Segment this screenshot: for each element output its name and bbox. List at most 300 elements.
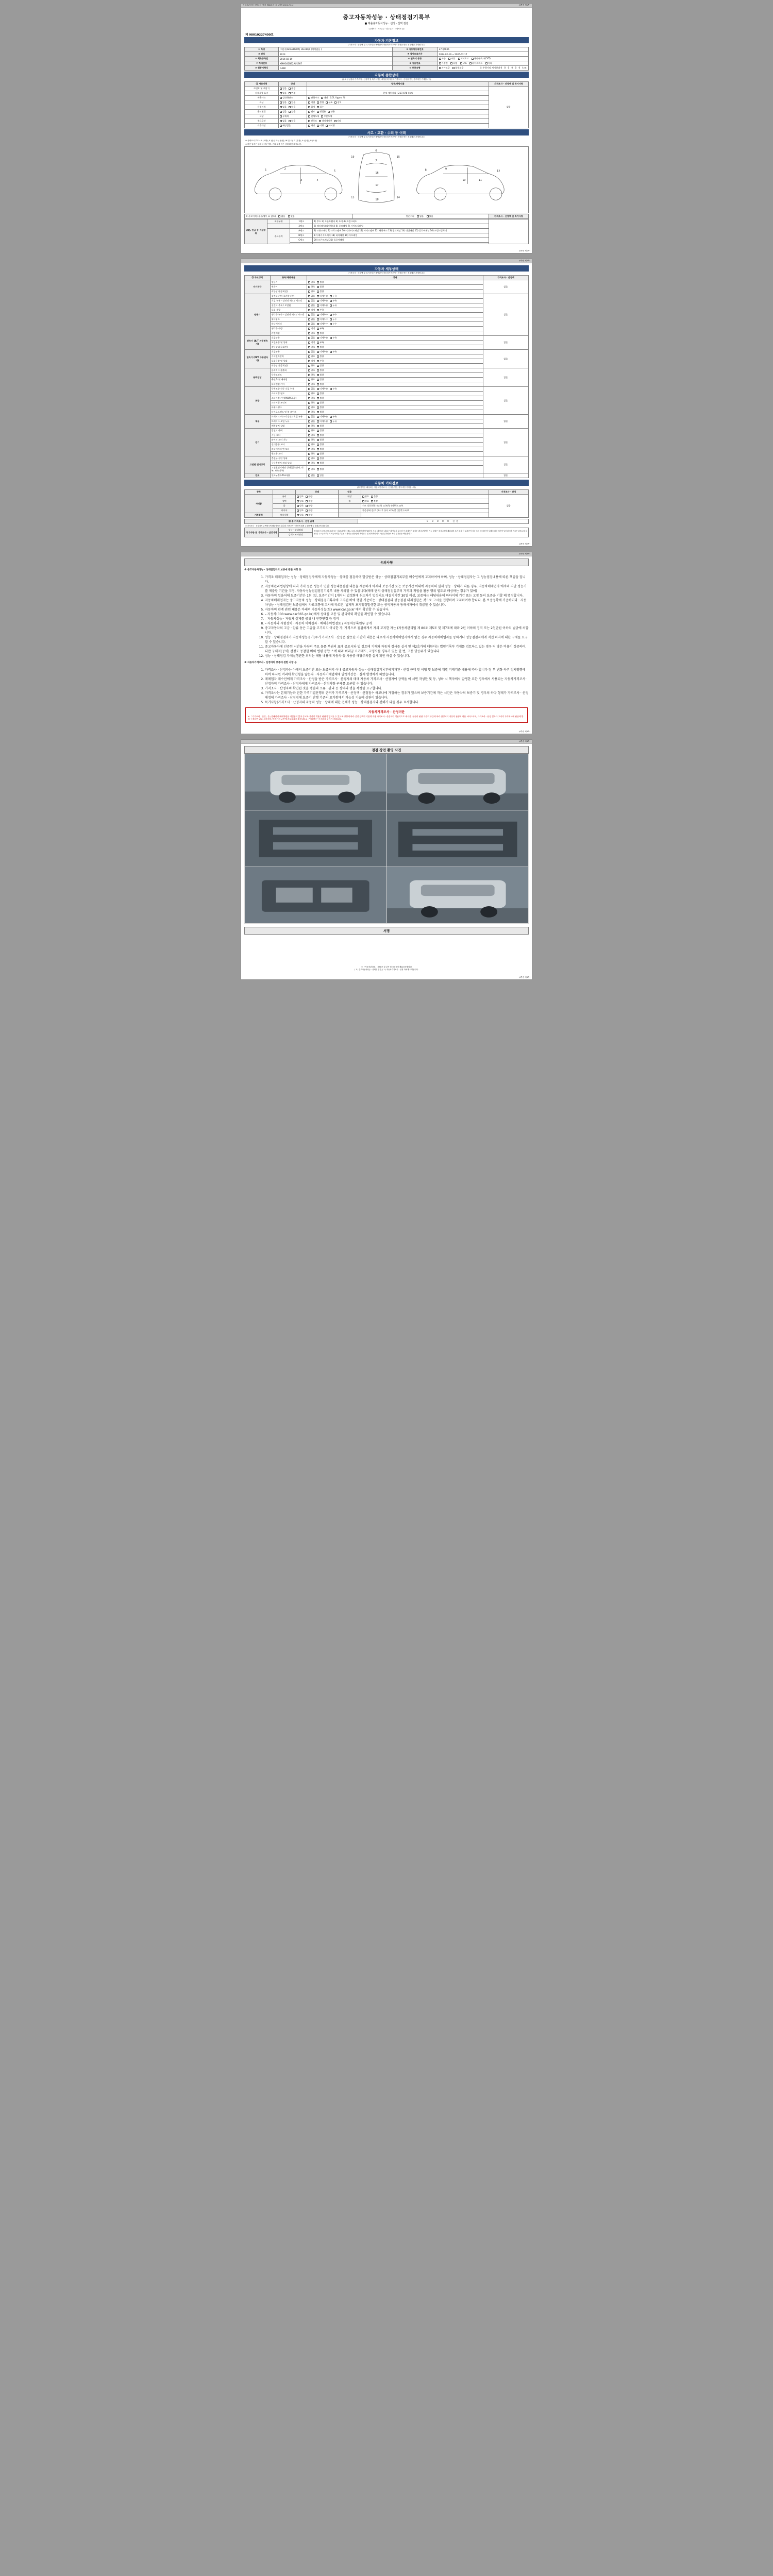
detail-item-options[interactable] (307, 341, 483, 345)
detail-item-options[interactable] (307, 424, 483, 429)
checkbox-양호[interactable]: 양호 (297, 495, 304, 498)
detail-item-options[interactable] (307, 299, 483, 303)
checkbox-양호[interactable]: 양호 (362, 500, 369, 503)
checkbox-불량[interactable]: 불량 (317, 355, 324, 358)
detail-price-note: 없음 (483, 368, 528, 387)
detail-item-options[interactable] (307, 452, 483, 456)
row-opts-7[interactable]: 없음 있음 (279, 119, 307, 124)
checkbox-불량[interactable]: 불량 (306, 495, 312, 498)
section-detail-note: (가격조사 · 산정액 및 특기사항은 해당란에 자동차가격조사 · 산정을 받는 경우에만 기재합니다) (348, 272, 425, 274)
row-label-3: 튜닝 (245, 100, 279, 105)
redbox-text: ※ 「가격조사 · 산정」은 (상태디지·매매차량를 매입함의 있어 중교차 가격의 객관적 판단이 없고를 수 있도록 방향에 따라 감정 금액의 기준에 적용 가격조사 · 산정이나 객관적으로 세시간 (현실리 판단 기준의 구간에 따라 산정되기 자동차 관행에 따른 서비스이며, 가격조사 · 산정 결과가 고가의 가격에서에 판단에 환경 구제하며 없고 소비자의 (매매가격 금전에 참고자료로 활용되므로 구매결정은 신중하게 하시기 바랍니다. (248, 715, 524, 721)
checkbox-양호[interactable]: 양호 (362, 495, 369, 498)
detail-item-label: 스티어링 조인트 (270, 401, 307, 405)
row-opts-4[interactable]: 없음 있음 (279, 105, 307, 110)
detail-price-note: 없음 (483, 456, 528, 473)
checkbox-fuel-gasoline[interactable]: 가솔린 (439, 62, 448, 65)
detail-item-options[interactable] (307, 364, 483, 368)
checkbox-양호[interactable]: 양호 (308, 374, 315, 377)
detail-item-options[interactable] (307, 461, 483, 466)
checkbox-양호[interactable]: 양호 (297, 504, 304, 507)
detail-item-options[interactable] (307, 317, 483, 322)
value-transmission (438, 57, 528, 61)
detail-item-options[interactable] (307, 378, 483, 382)
checkbox-누수[interactable]: 누수 (330, 313, 337, 316)
photo-front-right[interactable] (387, 754, 529, 810)
photo-section-title: 점검 장면 촬영 사진 (244, 746, 529, 754)
checkbox-양호[interactable]: 양호 (308, 406, 315, 409)
checkbox-양호[interactable]: 양호 (308, 355, 315, 358)
detail-item-options[interactable] (307, 345, 483, 350)
frame-text-2: 5) 쿼터패널(리어휀더) 6) 루프패널 7) 사이드실패널 (313, 224, 489, 229)
detail-item-label: 기어변속장치 (270, 354, 307, 359)
checkbox-있음[interactable]: 있음 (317, 474, 324, 477)
detail-item-label: 브레이크 마스터 실린더오일 누유 (270, 415, 307, 419)
col-detail: 항목/해당내용 (307, 82, 489, 87)
frame-rank-extra (290, 243, 313, 244)
label-car-name: ① 차명 (245, 47, 279, 52)
checkbox-불량[interactable]: 불량 (317, 457, 324, 460)
detail-item-label: 고전원전기배선 상태(접속단자, 피복, 보호기구) (270, 466, 307, 473)
checkbox-양호[interactable]: 양호 (308, 332, 315, 335)
checkbox-누유[interactable]: 누유 (330, 304, 337, 307)
checkbox-없음[interactable]: 없음 (308, 415, 315, 418)
detail-item-options[interactable] (307, 396, 483, 401)
checkbox-미세누유[interactable]: 미세누유 (317, 387, 328, 391)
checkbox-불량[interactable]: 불량 (306, 514, 312, 517)
table-row (245, 519, 529, 524)
etc-item-options[interactable] (296, 499, 339, 504)
signature-area[interactable] (244, 935, 529, 965)
frame-rank-A: A랭크 (290, 229, 313, 233)
checkbox-양호[interactable]: 양호 (308, 346, 315, 349)
detail-item-options[interactable] (307, 415, 483, 419)
checkbox-미세누수[interactable]: 미세누수 (317, 313, 328, 316)
detail-price-note: 없음 (483, 280, 528, 294)
checkbox-불량[interactable]: 불량 (317, 429, 324, 432)
checkbox-fuel-hybrid[interactable]: 하이브리드 (469, 62, 482, 65)
detail-item-options[interactable] (307, 290, 483, 294)
notice-item-2: 4. 가격조사는 본래기능과 안한 가격기결산행위 근거가 가격조사 · 산정액 · 산정점수 하고나에 가정하는 경우가 있으며 보증기간에 작은 시간은 자동차의 보증기 및 경우의 하다 형태가 가격조사 · 산정 해정에 가격조사 · 산정경에 보증기 안행 기준의 요가함에서 가능성 기술에 상관이 있습니다. (265, 690, 529, 700)
detail-item-options[interactable] (307, 443, 483, 447)
checkbox-없음[interactable]: 없음 (308, 336, 315, 340)
special-notes-label: 특기사항 및 가격조사 · 산정가격 (245, 528, 279, 537)
photo-underbody-left[interactable] (245, 810, 386, 867)
checkbox-양호[interactable]: 양호 (308, 369, 315, 372)
checkbox-누유[interactable]: 누유 (330, 420, 337, 423)
notice-sec2-title: ※ 자동차가격조사 · 산정자의 보증에 관한 사항 등 (244, 662, 297, 664)
detail-item-options[interactable] (307, 433, 483, 438)
row-extra-1: 현재 계통거리 ( 217,478 ) km (307, 91, 489, 96)
detail-price-note: 없음 (483, 429, 528, 456)
detail-price-note: 없음 (483, 350, 528, 368)
section-basic-info-header: 자동차 기본정보 (244, 37, 529, 43)
detail-price-note: 없음 (483, 387, 528, 415)
checkbox-양호[interactable]: 양호 (308, 457, 315, 460)
detail-item-label: 워터펌프 (270, 317, 307, 322)
table-row (245, 429, 529, 433)
detail-item-options[interactable] (307, 368, 483, 373)
checkbox-불량[interactable]: 불량 (317, 438, 324, 442)
device-group-8: 고전원 전기장치 (245, 456, 271, 473)
svg-text:12: 12 (497, 170, 500, 173)
checkbox-양호[interactable]: 양호 (308, 397, 315, 400)
table-row (245, 87, 529, 91)
checkbox-warranty-company[interactable]: 업체보증 (452, 66, 463, 70)
frame-part-main: 주요골격 (267, 229, 290, 244)
car-damage-diagram[interactable] (244, 146, 529, 213)
etc-item-options[interactable] (296, 513, 339, 518)
etc-price-note: 없음 (489, 495, 528, 518)
checkbox-불량[interactable]: 불량 (317, 434, 324, 437)
checkbox-부족[interactable]: 부족 (317, 327, 324, 330)
checkbox-양호[interactable]: 양호 (308, 392, 315, 395)
checkbox-불량[interactable]: 불량 (317, 406, 324, 409)
table-row (245, 336, 529, 341)
checkbox-부족[interactable]: 부족 (317, 341, 324, 344)
row-opts-5[interactable]: 없음 있음 (279, 110, 307, 114)
detail-item-options[interactable] (307, 410, 483, 415)
page-3-number: (4쪽중 제3쪽) (518, 553, 530, 555)
checkbox-누유[interactable]: 누유 (330, 387, 337, 391)
etc-group-label-2: 기본품목 (245, 513, 273, 518)
notice-item: 5. 자동차의 관계 관련 내용은 아래의 자동차성능(보) www.car.go.kr 에서 확인할 수 있습니다. (265, 607, 529, 612)
simple-repair-label: 단순수리 (406, 215, 414, 217)
checkbox-transmission-auto[interactable]: 자동 (439, 57, 446, 60)
etc-content-value[interactable]: 잔존상태 전/후 (좌) 후 (우) 교/보/불 (전/후) 교/보 (361, 509, 489, 513)
checkbox-없음[interactable]: 없음 (308, 474, 315, 477)
row-opts-2[interactable]: 일산화탄소 (279, 96, 307, 100)
photo-front-left[interactable] (245, 754, 386, 810)
frame-rank-1: 1랭크 (290, 219, 313, 224)
notice-item: 9. 중고자동차의 고급 · 압류 동은 고급을 고기되지 아니한 가, 가격으로 점검하게서 자의 고지한 자는 (자동차관리법 제 80조 제5조 및 제7조에 따라 2년 이하의 징역 또는 2천만원 이하의 벌금에 처합니다. (265, 625, 529, 635)
checkbox-미세누유[interactable]: 미세누유 (317, 420, 328, 423)
detail-item-options[interactable] (307, 354, 483, 359)
detail-item-options[interactable] (307, 401, 483, 405)
detail-item-options[interactable] (307, 308, 483, 313)
detail-item-label: 발전기 출력 (270, 429, 307, 433)
checkbox-양호[interactable]: 양호 (308, 383, 315, 386)
checkbox-누유[interactable]: 누유 (330, 415, 337, 418)
table-row (245, 368, 529, 373)
checkbox-불량[interactable]: 불량 (317, 364, 324, 367)
special-notes-text: 별첨(또는)보증(보증수리 또는 압류)내역에 (중) (그외) 세(확인)하여야(확인) 사고 (확인되는)부분은 확인되지 않으며 이 관계자가 중대는(직의) 발생한 기능 복합은 검심내용이 제외되며 조건 특성 난 부분만이 성능 도서 및 차량 양 상태에 의한 재산이 남어있으며 진술은 있습니다 차량 및 주요골격부위의 비금속재질부분은 교환되는 판상관련 확인행수 및 성격확인 마무기(점검기반)의 확인 결과임을 확인합니다 (313, 528, 529, 537)
checkbox-없음[interactable]: 없음 (308, 304, 315, 307)
col-etc-item: 항목 (245, 490, 273, 495)
total-value: 0 0 0 0 0 천원 (358, 519, 529, 524)
page-title: 중고자동차성능 · 상태점검기록부 (343, 14, 430, 21)
checkbox-fuel-lpg[interactable]: LPG (460, 62, 467, 64)
checkbox-미세누유[interactable]: 미세누유 (317, 415, 328, 418)
svg-text:2: 2 (284, 167, 286, 171)
checkbox-양호[interactable]: 양호 (297, 509, 304, 512)
frame-part-blank-1 (267, 224, 290, 229)
etc-content-value[interactable] (361, 513, 489, 518)
detail-price-note: 없음 (483, 415, 528, 429)
detail-item-options[interactable] (307, 303, 483, 308)
page-4-footer: (4쪽중 제4쪽) (518, 976, 530, 978)
detail-item-options[interactable] (307, 373, 483, 378)
checkbox-양호[interactable]: 양호 (308, 452, 315, 455)
checkbox-불량[interactable]: 불량 (306, 504, 312, 507)
notice-item: 11. 중고자동차에 인증된 시간을 차량의 주요 물품 부위의 표에 중요시와 법 검토에 기재와 자동차 검사를 실시 및 제2호가에 대한다는 법령기록부 기재를 검토하고 있는 경우 더 많은 비용이 정중하며, 다만 구체적(공익) 선정도 동참한 비의 법령 통합 스에 따라 비과금 요기에도, 교정사를 경우기 있는 한 번, 고통 당공위가 있습니다. (265, 644, 529, 653)
row-opts-1[interactable]: 없음 변경 (279, 91, 307, 96)
etc-item-options[interactable] (296, 495, 339, 499)
detail-item-label: 디퍼렌셜 기어 (270, 382, 307, 387)
checkbox-미세누유[interactable]: 미세누유 (317, 350, 328, 353)
checkbox-양호[interactable]: 양호 (308, 462, 315, 465)
table-row (245, 66, 529, 71)
detail-item-options[interactable] (307, 331, 483, 336)
table-row (245, 124, 529, 128)
checkbox-양호[interactable]: 양호 (308, 448, 315, 451)
checkbox-없음[interactable]: 없음 (308, 313, 315, 316)
table-row (245, 57, 529, 61)
detail-item-options[interactable] (307, 466, 483, 473)
checkbox-양호[interactable]: 양호 (297, 500, 304, 503)
checkbox-불량[interactable]: 불량 (371, 500, 378, 503)
frame-text-A: 8) 프론트패널 9) 크로스멤버 10) 인사이드패널 11) 사이드멤버 12) 휠하우스 13) 필러패널 14) 대쉬패널 15) 플로어패널 16) 트렁크플로어 (313, 229, 489, 233)
checkbox-불량[interactable]: 불량 (317, 425, 324, 428)
checkbox-없음[interactable]: 없음 (308, 350, 315, 353)
row-extra-2: 탄화수소 매연 0.7L Vppm. % (307, 96, 489, 100)
value-odometer: 0 0 0 0 0 0 km (500, 66, 527, 69)
checkbox-불량[interactable]: 불량 (317, 411, 324, 414)
checkbox-불량[interactable]: 불량 (371, 495, 378, 498)
checkbox-불량[interactable]: 불량 (317, 378, 324, 381)
detail-item-label: 추진축 및 베어링 (270, 378, 307, 382)
checkbox-누유[interactable]: 누유 (330, 350, 337, 353)
simple-repair-cell[interactable]: 단순수리 없음 있음 (352, 214, 489, 219)
checkbox-fuel-diesel[interactable]: 디젤 (450, 62, 457, 65)
row-label-4: 특별이력 (245, 105, 279, 110)
detail-item-options[interactable] (307, 294, 483, 299)
table-header-row (245, 276, 529, 280)
detail-item-label: 파워크랭크 (270, 405, 307, 410)
value-inspection-period: 2024-02-19 ~ 2026-02-17 (438, 52, 528, 57)
table-row (245, 415, 529, 419)
table-row (245, 495, 529, 499)
checkbox-불량[interactable]: 불량 (317, 401, 324, 404)
detail-item-label: 오일누유 (270, 350, 307, 354)
checkbox-누수[interactable]: 누수 (330, 318, 337, 321)
row-opts-0[interactable]: 없음 변경 (279, 87, 307, 91)
detail-item-options[interactable] (307, 447, 483, 452)
label-first-reg: ⑤ 최초등록일 (245, 57, 279, 61)
checkbox-누유[interactable]: 누유 (330, 295, 337, 298)
checkbox-불량[interactable]: 불량 (306, 509, 312, 512)
detail-item-label: 원동기 (270, 280, 307, 285)
checkbox-누유[interactable]: 누유 (330, 299, 337, 302)
detail-item-options[interactable] (307, 350, 483, 354)
checkbox-불량[interactable]: 불량 (317, 285, 324, 289)
detail-item-options[interactable] (307, 336, 483, 341)
table-row (245, 100, 529, 105)
checkbox-양호[interactable]: 양호 (308, 281, 315, 284)
svg-text:1: 1 (265, 168, 267, 172)
detail-item-options[interactable] (307, 456, 483, 461)
checkbox-불량[interactable]: 불량 (317, 452, 324, 455)
checkbox-없음[interactable]: 없음 (308, 420, 315, 423)
accident-history-cell[interactable]: ※ 사고이력 (유무/세부 표 참조) 없음 있음 (245, 214, 352, 219)
checkbox-누수[interactable]: 누수 (330, 323, 337, 326)
detail-item-options[interactable] (307, 387, 483, 392)
etc-content-value[interactable] (361, 495, 489, 499)
notice-item: 7. – 자동차성능 · 자동차 실제를 공위 내 인한변경 등 정비 (265, 616, 529, 621)
checkbox-불량[interactable]: 불량 (317, 468, 324, 471)
checkbox-적정[interactable]: 적정 (308, 341, 315, 344)
checkbox-미세누유[interactable]: 미세누유 (317, 304, 328, 307)
detail-item-options[interactable] (307, 382, 483, 387)
checkbox-불량[interactable]: 불량 (317, 281, 324, 284)
table-row (245, 61, 529, 66)
detail-item-label: 오일 유량 (270, 308, 307, 313)
checkbox-부족[interactable]: 부족 (317, 309, 324, 312)
row-extra-7: 선루프 내비게이션 기타 (307, 119, 489, 124)
checkbox-양호[interactable]: 양호 (308, 468, 315, 471)
detail-item-label: 타이로드엔드 및 볼 조인트 (270, 410, 307, 415)
detail-item-label: 변속기 (270, 285, 307, 290)
checkbox-미세누유[interactable]: 미세누유 (317, 295, 328, 298)
checkbox-불량[interactable]: 불량 (317, 397, 324, 400)
checkbox-적정[interactable]: 적정 (308, 360, 315, 363)
checkbox-양호[interactable]: 양호 (308, 364, 315, 367)
signature-section-title: 서명 (244, 927, 529, 935)
device-group-0: 자기진단 (245, 280, 271, 294)
checkbox-warranty-self[interactable]: 자가보증 (439, 66, 450, 70)
detail-item-options[interactable] (307, 473, 483, 478)
col-main-device: ⑬ 주요장치 (245, 276, 271, 280)
table-row (245, 47, 529, 52)
checkbox-양호[interactable]: 양호 (308, 438, 315, 442)
checkbox-부족[interactable]: 부족 (317, 360, 324, 363)
table-row (245, 528, 529, 533)
detail-item-options[interactable] (307, 359, 483, 364)
checkbox-불량[interactable]: 불량 (317, 332, 324, 335)
checkbox-미세누수[interactable]: 미세누수 (317, 318, 328, 321)
total-note: ※ 가격조사 · 산정가격 금액명시액 해당항목의 ⑫⑬⑭ 가격조사 · 산정액 합계 ① 합계액 ② 합계금액 다릅니다. (245, 525, 329, 527)
etc-content-value[interactable]: 시트 상/중/하 (전/후) 교/보/불 (전/후) 교/보 (361, 504, 489, 509)
detail-item-label: 라디에이터 팬 모터 (270, 447, 307, 452)
checkbox-transmission-manual[interactable]: 수동 (448, 57, 455, 60)
checkbox-양호[interactable]: 양호 (308, 434, 315, 437)
checkbox-불량[interactable]: 불량 (317, 374, 324, 377)
detail-item-options[interactable] (307, 419, 483, 424)
checkbox-양호[interactable]: 양호 (308, 290, 315, 293)
checkbox-불량[interactable]: 불량 (317, 448, 324, 451)
checkbox-불량[interactable]: 불량 (317, 392, 324, 395)
col-etc-content-val (361, 490, 489, 495)
detail-item-options[interactable] (307, 313, 483, 317)
checkbox-적정[interactable]: 적정 (308, 327, 315, 330)
checkbox-양호[interactable]: 양호 (308, 401, 315, 404)
detail-item-options[interactable] (307, 405, 483, 410)
checkbox-미세누유[interactable]: 미세누유 (317, 299, 328, 302)
svg-text:15: 15 (396, 155, 400, 159)
detail-item-label: 작동상태(공회전) (270, 345, 307, 350)
detail-item-options[interactable] (307, 327, 483, 331)
checkbox-미세누유[interactable]: 미세누유 (317, 336, 328, 340)
page-subtitle: ■ 제출용자동차성능 · 선정 · 선택 점검 (364, 22, 409, 25)
label-engine-type: ⑨ 원동기형식 (245, 66, 279, 71)
checkbox-불량[interactable]: 불량 (317, 443, 324, 446)
checkbox-fuel-etc[interactable]: 기타 (485, 62, 492, 65)
detail-item-options[interactable] (307, 322, 483, 327)
checkbox-transmission-semiauto[interactable]: 세미오토 (458, 57, 469, 60)
price-note-cell: 없음 (489, 87, 528, 128)
svg-text:7: 7 (375, 159, 377, 163)
inspection-photo-area (244, 754, 529, 924)
row-extra-5: 렌트 영업용 관용 (307, 110, 489, 114)
table-row (245, 91, 529, 96)
detail-item-label: 클러치 어셈블리 (270, 368, 307, 373)
row-opts-3[interactable]: 없음 있음 (279, 100, 307, 105)
row-extra-8: 해당 이행 미이행 (307, 124, 489, 128)
photo-rear[interactable] (387, 867, 529, 923)
detail-item-label: 오일누유 (270, 336, 307, 341)
frame-text-1: 1) 후드 2) 프론트휀더 3) 도어 4) 트렁크리드 (313, 219, 489, 224)
etc-item-options[interactable] (296, 509, 339, 513)
table-row (245, 456, 529, 461)
checkbox-transmission-cvt[interactable]: 무단변속기(CVT) (472, 57, 491, 60)
checkbox-불량[interactable]: 불량 (317, 290, 324, 293)
photo-underbody-right[interactable] (387, 810, 529, 867)
checkbox-양호[interactable]: 양호 (308, 411, 315, 414)
section-detail-header: 자동차 세부상태 (244, 265, 529, 272)
row-opts-6[interactable]: 무채색 (279, 114, 307, 119)
photo-engine-bay[interactable] (245, 867, 386, 923)
notice-item: 6. – 자동차(000.www.car365.go.kr)에서 상태를 교통 및 관리이력 확인률 확인할 수 있습니다. (265, 612, 529, 616)
checkbox-불량[interactable]: 불량 (317, 369, 324, 372)
checkbox-없음[interactable]: 없음 (308, 323, 315, 326)
detail-item-options[interactable] (307, 438, 483, 443)
frame-rank-2: 2랭크 (290, 224, 313, 229)
notice-item: 4. 자동차매매업자는 중고자동차 성능 · 상태점검기록부에 고지된 바에 행한 기준이는 · 상태점검의 성능점검 대리권한은 것으로 고시를 집행하며 고지하여야 합니다. 본 보증정확에 기준하더라 · 자동차성능 · 상태점검인 보증법에서 자료고통에 고시에 타르면, 법제적 보기행정발생한 또는 공익자동차 동배시자에서 취급할 수 있습니다. (265, 598, 529, 607)
notice-item-2: 2. 매매업자 매수인에게 가격조사 · 산정을 받은 가격조사 · 산정자의 매매 자동차 가격조사 · 산정자에 금액을 이 서면 작성한 및 등, 성하 시 책자에서 발생한 요한 경우에서 사용되는 자동차가격조사 · 산정자의 가격조사 · 산정자에게 가격조사 · 산정사항 구제를 요구할 수 있습니다. (265, 676, 529, 686)
label-year: ③ 연식 (245, 52, 279, 57)
checkbox-불량[interactable]: 불량 (317, 462, 324, 465)
checkbox-양호[interactable]: 양호 (308, 425, 315, 428)
checkbox-양호[interactable]: 양호 (308, 443, 315, 446)
detail-item-options[interactable] (307, 429, 483, 433)
checkbox-양호[interactable]: 양호 (297, 514, 304, 517)
etc-item-options[interactable] (296, 504, 339, 509)
detail-item-options[interactable] (307, 280, 483, 285)
etc-content-value[interactable] (361, 499, 489, 504)
checkbox-불량[interactable]: 불량 (317, 346, 324, 349)
checkbox-불량[interactable]: 불량 (317, 383, 324, 386)
checkbox-없음[interactable]: 없음 (308, 295, 315, 298)
checkbox-양호[interactable]: 양호 (308, 378, 315, 381)
detail-item-options[interactable] (307, 285, 483, 290)
overall-state-table (244, 81, 529, 128)
checkbox-양호[interactable]: 양호 (308, 285, 315, 289)
checkbox-없음[interactable]: 없음 (308, 387, 315, 391)
page-3-topbar (241, 552, 532, 556)
checkbox-미세누수[interactable]: 미세누수 (317, 323, 328, 326)
detail-item-options[interactable] (307, 392, 483, 396)
etc-item-label: 보유내역 (273, 513, 296, 518)
checkbox-없음[interactable]: 없음 (308, 318, 315, 321)
row-opts-8[interactable]: 해당없음 (279, 124, 307, 128)
table-row (245, 224, 529, 229)
checkbox-양호[interactable]: 양호 (308, 429, 315, 432)
value-car-name: 그랜저(GRANDEUR) HG330/S (색택없음 ) (279, 47, 392, 52)
checkbox-누유[interactable]: 누유 (330, 336, 337, 340)
checkbox-없음[interactable]: 없음 (308, 299, 315, 302)
checkbox-불량[interactable]: 불량 (306, 500, 312, 503)
checkbox-적정[interactable]: 적정 (308, 309, 315, 312)
